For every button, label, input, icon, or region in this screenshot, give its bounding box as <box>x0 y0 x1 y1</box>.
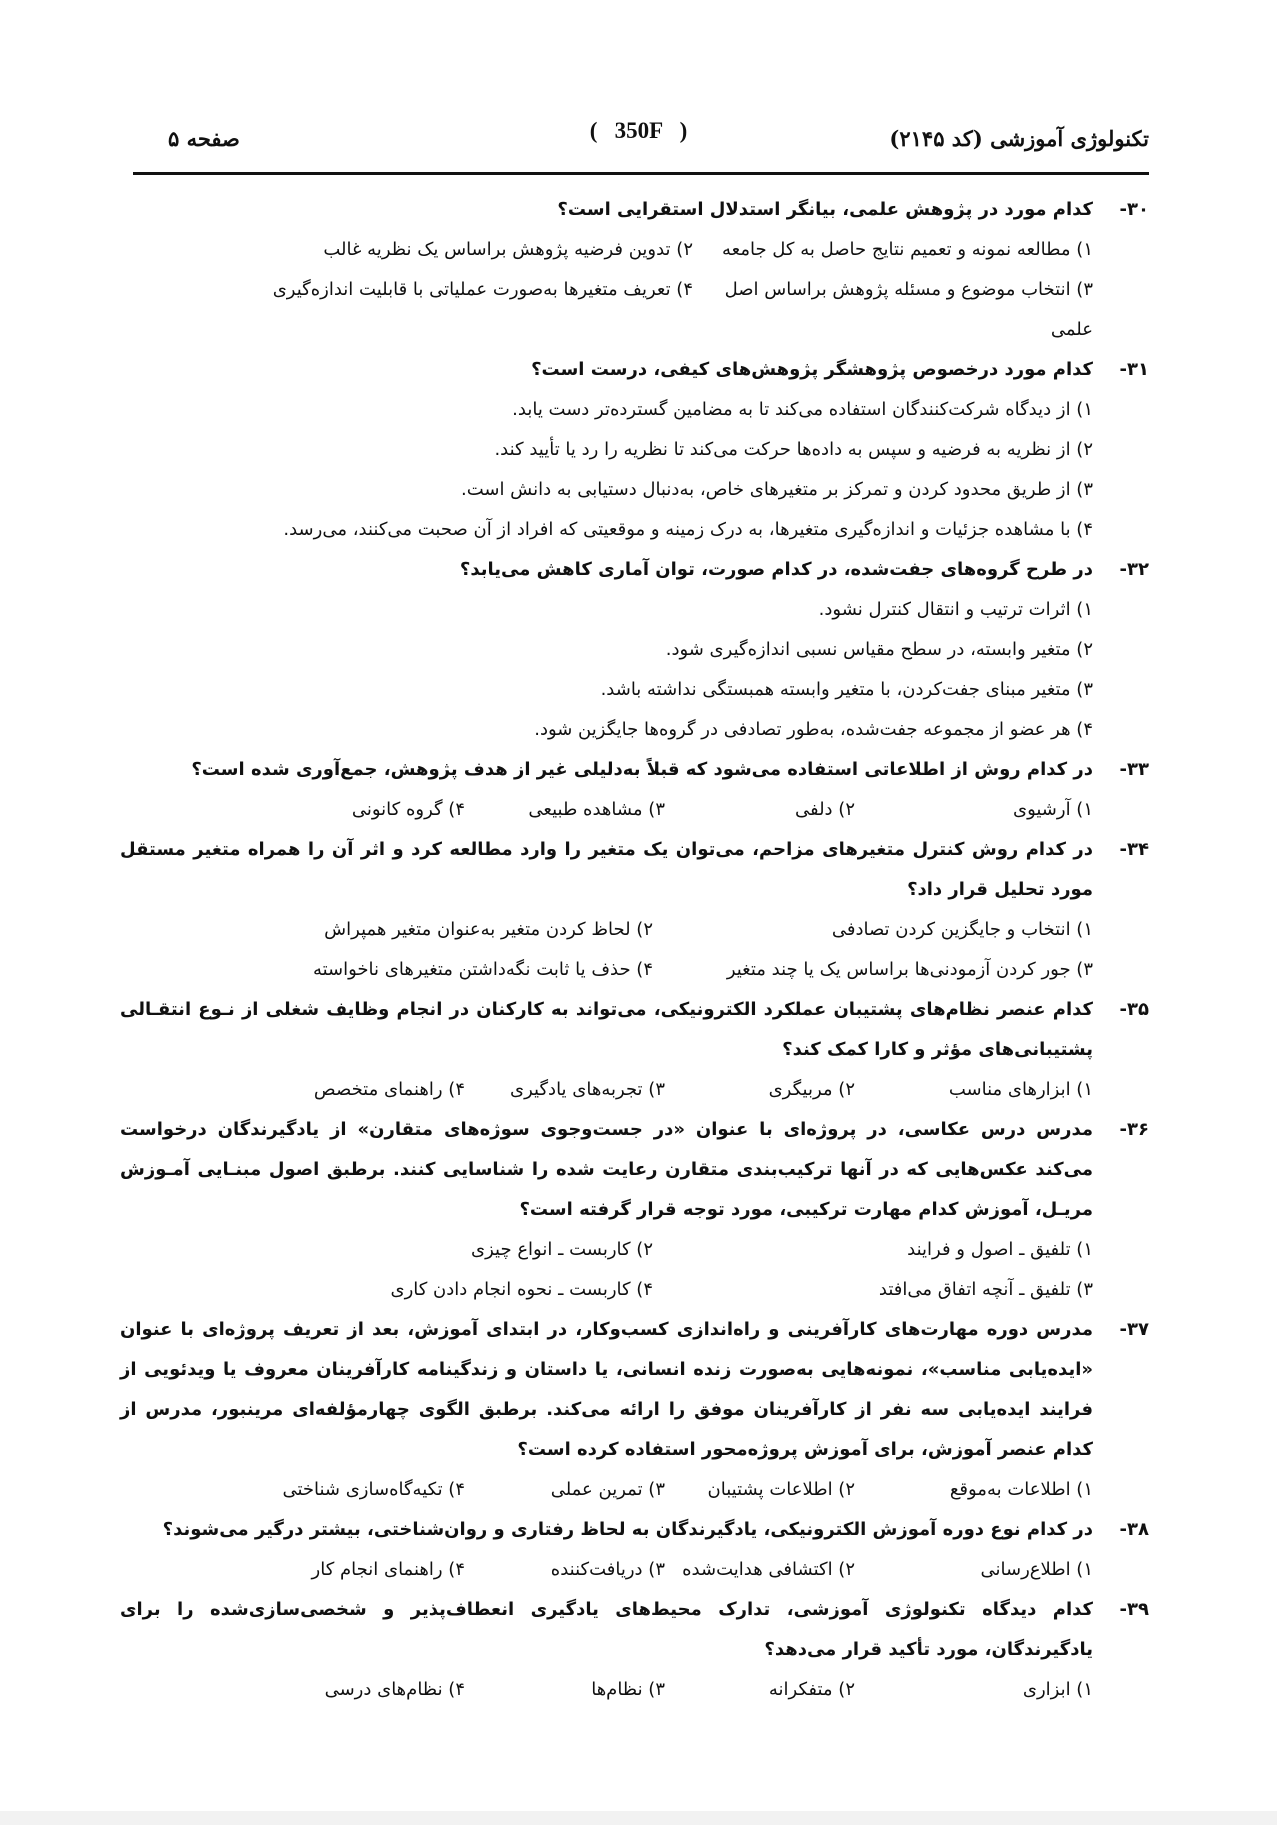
answer-option[interactable]: ۳) مشاهده طبیعی <box>528 799 665 820</box>
answer-option[interactable]: ۱) اطلاع‌رسانی <box>980 1559 1093 1580</box>
question-text: کدام عنصر نظام‌های پشتیبان عملکرد الکترونیکی، می‌تواند به کارکنان در انجام وظایف شغلی از نـوع انتقـالی پشتیبانی‌های مؤثر و کارا کمک کند؟ <box>120 999 1093 1060</box>
answer-option[interactable]: ۱) اطلاعات به‌موقع <box>949 1479 1093 1500</box>
answer-option[interactable]: ۳) متغیر مبنای جفت‌کردن، با متغیر وابسته همبستگی نداشته باشد. <box>600 679 1093 700</box>
page-header <box>128 118 1149 158</box>
booklet-code: ( 350F ) <box>589 118 688 143</box>
answer-option[interactable]: ۱) انتخاب و جایگزین کردن تصادفی <box>831 919 1093 940</box>
answer-option[interactable]: ۲) کاربست ـ انواع چیزی <box>471 1239 653 1260</box>
page-number: صفحه ۵ <box>168 126 240 151</box>
answer-option[interactable]: ۲) متغیر وابسته، در سطح مقیاس نسبی اندازه‌گیری شود. <box>665 639 1093 660</box>
answer-option[interactable]: ۴) حذف یا ثابت نگه‌داشتن متغیرهای ناخواسته <box>312 959 653 980</box>
answer-option[interactable]: ۴) تکیه‌گاه‌سازی شناختی <box>282 1479 465 1500</box>
options-row <box>120 950 1093 990</box>
question <box>120 350 1149 550</box>
bottom-margin-bar <box>0 1811 1277 1825</box>
answer-option[interactable]: ۳) از طریق محدود کردن و تمرکز بر متغیرهای خاص، به‌دنبال دستیابی به دانش است. <box>460 479 1093 500</box>
question <box>120 830 1149 990</box>
options-row <box>120 910 1093 950</box>
question-number: ۳۰- <box>1119 199 1149 220</box>
questions-list <box>120 190 1149 1710</box>
answer-option[interactable]: ۱) ابزاری <box>1022 1679 1093 1700</box>
answer-option[interactable]: ۲) لحاظ کردن متغیر به‌عنوان متغیر همپراش <box>324 919 653 940</box>
answer-option[interactable]: ۴) هر عضو از مجموعه جفت‌شده، به‌طور تصادفی در گروه‌ها جایگزین شود. <box>534 719 1093 740</box>
answer-option[interactable]: ۳) تمرین عملی <box>550 1479 665 1500</box>
question <box>120 1310 1149 1510</box>
answer-option[interactable]: ۳) تجربه‌های یادگیری <box>510 1079 665 1100</box>
answer-option[interactable]: ۴) کاربست ـ نحوه انجام دادن کاری <box>390 1279 653 1300</box>
question-number: ۳۵- <box>1119 999 1149 1020</box>
question-text: مدرس دوره مهارت‌های کارآفرینی و راه‌اندازی کسب‌وکار، در ابتدای آموزش، بعد از تعریف پروژه‌ای با عنوان «ایده‌یابی مناسب»، نمونه‌هایی به‌صورت زنده انسانی، یا داستان و زندگینامه کارآفرینان معروف یا ویدئویی از فرایند ایده‌یابی سه نفر از کارآفرینان موفق را ارائه می‌کند. برطبق الگوی چهارمؤلفه‌ای مرینبور، مدرس از کدام عنصر آموزش، برای آموزش پروژه‌محور استفاده کرده است؟ <box>120 1319 1093 1460</box>
answer-option[interactable]: ۱) تلفیق ـ اصول و فرایند <box>907 1239 1093 1260</box>
options-row <box>120 1070 1093 1110</box>
options-row <box>120 1470 1093 1510</box>
question-text: در کدام روش از اطلاعاتی استفاده می‌شود که قبلاً به‌دلیلی غیر از هدف پژوهش، جمع‌آوری شده است؟ <box>191 759 1093 780</box>
options-row <box>120 1270 1093 1310</box>
question-number: ۳۳- <box>1119 759 1149 780</box>
question-number: ۳۲- <box>1119 559 1149 580</box>
question-text: در طرح گروه‌های جفت‌شده، در کدام صورت، توان آماری کاهش می‌یابد؟ <box>459 559 1093 580</box>
question <box>120 1510 1149 1590</box>
answer-option[interactable]: ۲) از نظریه به فرضیه و سپس به داده‌ها حرکت می‌کند تا نظریه را رد یا تأیید کند. <box>494 439 1093 460</box>
answer-option[interactable]: ۳) انتخاب موضوع و مسئله پژوهش براساس اصل علمی <box>724 279 1093 340</box>
question-number: ۳۸- <box>1119 1519 1149 1540</box>
answer-option[interactable]: ۴) راهنمای متخصص <box>313 1079 465 1100</box>
question <box>120 1590 1149 1710</box>
question-number: ۳۹- <box>1119 1599 1149 1620</box>
answer-option[interactable]: ۲) دلفی <box>794 799 855 820</box>
options-row <box>120 790 1093 830</box>
answer-option[interactable]: ۳) جور کردن آزمودنی‌ها براساس یک یا چند متغیر <box>726 959 1093 980</box>
answer-option[interactable]: ۴) با مشاهده جزئیات و اندازه‌گیری متغیرها، به درک زمینه و موقعیتی که افراد از آن صحبت می‌کنند، می‌رسد. <box>283 519 1093 540</box>
question-number: ۳۱- <box>1119 359 1149 380</box>
question-number: ۳۶- <box>1119 1119 1149 1140</box>
question <box>120 1110 1149 1310</box>
question <box>120 990 1149 1110</box>
answer-option[interactable]: ۱) اثرات ترتیب و انتقال کنترل نشود. <box>818 599 1093 620</box>
answer-option[interactable]: ۴) راهنمای انجام کار <box>311 1559 465 1580</box>
options-row <box>120 1670 1093 1710</box>
exam-title: تکنولوژی آموزشی (کد ۲۱۴۵) <box>889 126 1149 151</box>
answer-option[interactable]: ۲) متفکرانه <box>768 1679 855 1700</box>
answer-option[interactable]: ۲) تدوین فرضیه پژوهش براساس یک نظریه غالب <box>323 239 693 260</box>
question-text: در کدام روش کنترل متغیرهای مزاحم، می‌توان یک متغیر را وارد مطالعه کرد و اثر آن را همراه متغیر مستقل مورد تحلیل قرار داد؟ <box>120 839 1093 900</box>
options-row <box>120 1230 1093 1270</box>
answer-option[interactable]: ۴) تعریف متغیرها به‌صورت عملیاتی با قابلیت اندازه‌گیری <box>272 279 693 300</box>
answer-option[interactable]: ۳) نظام‌ها <box>591 1679 665 1700</box>
answer-option[interactable]: ۱) ابزارهای مناسب <box>948 1079 1093 1100</box>
answer-option[interactable]: ۲) اطلاعات پشتیبان <box>707 1479 855 1500</box>
options-row <box>120 270 1093 350</box>
answer-option[interactable]: ۲) مربیگری <box>768 1079 855 1100</box>
question-text: در کدام نوع دوره آموزش الکترونیکی، یادگیرندگان به لحاظ رفتاری و روان‌شناختی، بیشتر درگیر می‌شوند؟ <box>162 1519 1093 1540</box>
answer-option[interactable]: ۱) مطالعه نمونه و تعمیم نتایج حاصل به کل جامعه <box>721 239 1093 260</box>
answer-option[interactable]: ۴) نظام‌های درسی <box>324 1679 465 1700</box>
answer-option[interactable]: ۱) آرشیوی <box>1012 799 1093 820</box>
question-number: ۳۴- <box>1119 839 1149 860</box>
options-row <box>120 1550 1093 1590</box>
question <box>120 550 1149 750</box>
answer-option[interactable]: ۲) اکتشافی هدایت‌شده <box>682 1559 855 1580</box>
question-number: ۳۷- <box>1119 1319 1149 1340</box>
options-row <box>120 230 1093 270</box>
answer-option[interactable]: ۴) گروه کانونی <box>351 799 465 820</box>
answer-option[interactable]: ۳) تلفیق ـ آنچه اتفاق می‌افتد <box>878 1279 1093 1300</box>
answer-option[interactable]: ۱) از دیدگاه شرکت‌کنندگان استفاده می‌کند تا به مضامین گسترده‌تر دست یابد. <box>512 399 1093 420</box>
question-text: مدرس درس عکاسی، در پروژه‌ای با عنوان «در جست‌وجوی سوژه‌های متقارن» از یادگیرندگان درخواست می‌کند عکس‌هایی که در آنها ترکیب‌بندی متقارن رعایت شده را شناسایی کنند. برطبق اصول مبنـایی آمـوزش مریـل، آموزش کدام مهارت ترکیبی، مورد توجه قرار گرفته است؟ <box>120 1119 1093 1220</box>
header-divider <box>133 172 1149 175</box>
question-text: کدام مورد درخصوص پژوهشگر پژوهش‌های کیفی، درست است؟ <box>531 359 1093 380</box>
question <box>120 190 1149 350</box>
answer-option[interactable]: ۳) دریافت‌کننده <box>550 1559 665 1580</box>
question-text: کدام دیدگاه تکنولوژی آموزشی، تدارک محیط‌های یادگیری انعطاف‌پذیر و شخصی‌سازی‌شده را برای یادگیرندگان، مورد تأکید قرار می‌دهد؟ <box>120 1599 1093 1660</box>
question <box>120 750 1149 830</box>
question-text: کدام مورد در پژوهش علمی، بیانگر استدلال استقرایی است؟ <box>557 199 1093 220</box>
